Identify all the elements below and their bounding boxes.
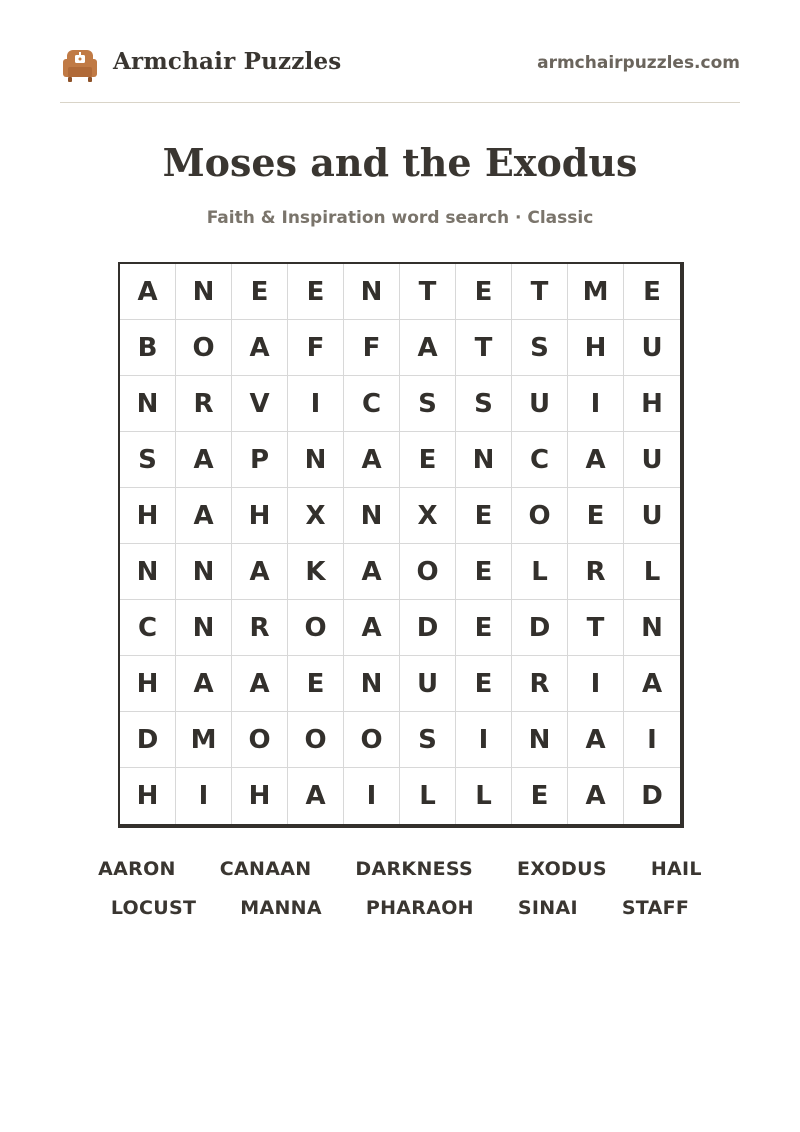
grid-cell[interactable]: O xyxy=(344,712,400,768)
grid-cell[interactable]: D xyxy=(641,781,663,811)
grid-cell[interactable]: A xyxy=(344,544,400,600)
grid-cell[interactable]: O xyxy=(288,712,344,768)
grid-cell[interactable]: E xyxy=(624,264,680,320)
grid-cell[interactable]: E xyxy=(456,264,512,320)
grid-cell[interactable]: O xyxy=(176,320,232,376)
grid-cell[interactable]: S xyxy=(456,376,512,432)
word-list-item: LOCUST xyxy=(110,897,197,919)
grid-cell[interactable]: N xyxy=(344,264,400,320)
grid-cell[interactable]: L xyxy=(512,544,568,600)
grid-cell[interactable]: A xyxy=(232,320,288,376)
grid-cell[interactable]: C xyxy=(344,376,400,432)
page-header xyxy=(60,44,740,88)
letter-grid xyxy=(120,264,680,824)
grid-cell[interactable]: A xyxy=(176,656,232,712)
grid-cell[interactable]: A xyxy=(288,768,344,824)
grid-cell[interactable]: N xyxy=(176,544,232,600)
grid-cell[interactable]: S xyxy=(400,376,456,432)
grid-cell[interactable]: S xyxy=(120,432,176,488)
grid-cell[interactable]: R xyxy=(568,544,624,600)
grid-cell[interactable]: F xyxy=(344,320,400,376)
word-list-item: STAFF xyxy=(621,897,690,919)
puzzle-title: Moses and the Exodus xyxy=(162,140,638,185)
grid-cell[interactable]: T xyxy=(400,264,456,320)
grid-cell[interactable]: E xyxy=(232,264,288,320)
word-search-grid xyxy=(118,262,684,828)
word-list-item: PHARAOH xyxy=(365,897,474,919)
grid-cell[interactable]: N xyxy=(176,264,232,320)
grid-cell[interactable]: C xyxy=(120,600,176,656)
grid-cell[interactable]: I xyxy=(288,376,344,432)
grid-cell[interactable]: N xyxy=(624,600,680,656)
grid-cell[interactable]: A xyxy=(344,600,400,656)
grid-cell[interactable]: R xyxy=(512,656,568,712)
grid-cell[interactable]: N xyxy=(120,376,176,432)
grid-cell[interactable]: N xyxy=(344,488,400,544)
grid-cell[interactable]: I xyxy=(568,376,624,432)
grid-cell[interactable]: E xyxy=(288,264,344,320)
grid-cell[interactable]: U xyxy=(624,432,680,488)
grid-cell[interactable]: I xyxy=(456,712,512,768)
brand-name: Armchair Puzzles xyxy=(113,48,342,75)
grid-cell[interactable]: V xyxy=(232,376,288,432)
grid-cell[interactable]: A xyxy=(400,320,456,376)
grid-cell[interactable]: R xyxy=(176,376,232,432)
grid-cell[interactable]: H xyxy=(120,768,176,824)
word-list-item: HAIL xyxy=(650,858,702,880)
word-list xyxy=(0,858,800,936)
grid-cell[interactable]: H xyxy=(232,488,288,544)
word-list-row xyxy=(0,858,800,880)
grid-cell[interactable]: N xyxy=(344,656,400,712)
grid-cell[interactable]: L xyxy=(624,544,680,600)
grid-cell[interactable]: P xyxy=(232,432,288,488)
grid-cell[interactable]: N xyxy=(288,432,344,488)
puzzle-subtitle: Faith & Inspiration word search · Classic xyxy=(206,208,594,228)
grid-cell[interactable]: I xyxy=(176,768,232,824)
grid-cell[interactable]: A xyxy=(176,488,232,544)
grid-cell[interactable]: T xyxy=(456,320,512,376)
grid-cell[interactable]: A xyxy=(176,432,232,488)
grid-cell[interactable]: N xyxy=(176,600,232,656)
word-list-item: DARKNESS xyxy=(355,858,474,880)
armchair-icon xyxy=(62,47,98,83)
grid-cell[interactable]: A xyxy=(568,712,624,768)
grid-cell[interactable]: O xyxy=(288,600,344,656)
grid-cell[interactable]: C xyxy=(512,432,568,488)
word-list-item: EXODUS xyxy=(517,858,607,880)
grid-cell[interactable]: E xyxy=(456,544,512,600)
grid-cell[interactable]: O xyxy=(512,488,568,544)
grid-cell[interactable]: X xyxy=(288,488,344,544)
grid-cell[interactable]: D xyxy=(120,712,176,768)
grid-cell[interactable]: I xyxy=(568,656,624,712)
word-list-item: CANAAN xyxy=(219,858,312,880)
grid-cell[interactable]: A xyxy=(120,264,176,320)
grid-cell[interactable]: X xyxy=(400,488,456,544)
grid-cell[interactable]: H xyxy=(624,376,680,432)
grid-cell[interactable]: S xyxy=(400,712,456,768)
grid-cell[interactable]: M xyxy=(568,264,624,320)
grid-cell[interactable]: E xyxy=(288,656,344,712)
word-list-item: MANNA xyxy=(240,897,322,919)
grid-cell[interactable]: E xyxy=(456,600,512,656)
grid-cell[interactable]: R xyxy=(232,600,288,656)
grid-cell[interactable]: S xyxy=(512,320,568,376)
grid-cell[interactable]: B xyxy=(120,320,176,376)
grid-cell[interactable]: H xyxy=(120,488,176,544)
grid-cell[interactable]: A xyxy=(624,656,680,712)
grid-cell[interactable]: O xyxy=(400,544,456,600)
grid-cell[interactable]: A xyxy=(232,544,288,600)
grid-cell[interactable]: E xyxy=(456,656,512,712)
word-list-item: SINAI xyxy=(517,897,578,919)
grid-cell[interactable]: E xyxy=(456,488,512,544)
grid-cell[interactable]: L xyxy=(456,768,512,824)
grid-cell[interactable]: A xyxy=(568,768,624,824)
grid-cell[interactable]: N xyxy=(512,712,568,768)
grid-cell[interactable]: E xyxy=(568,488,624,544)
grid-cell[interactable]: O xyxy=(232,712,288,768)
grid-cell[interactable]: T xyxy=(512,264,568,320)
grid-cell[interactable]: N xyxy=(456,432,512,488)
grid-cell[interactable]: A xyxy=(232,656,288,712)
grid-cell[interactable]: U xyxy=(624,488,680,544)
grid-cell[interactable]: N xyxy=(120,544,176,600)
grid-cell[interactable]: U xyxy=(512,376,568,432)
grid-cell[interactable]: H xyxy=(568,320,624,376)
grid-cell[interactable]: H xyxy=(232,768,288,824)
grid-cell[interactable]: D xyxy=(512,600,568,656)
grid-cell[interactable]: A xyxy=(344,432,400,488)
grid-cell[interactable]: E xyxy=(400,432,456,488)
grid-cell[interactable]: A xyxy=(568,432,624,488)
site-url[interactable]: armchairpuzzles.com xyxy=(537,53,740,73)
grid-cell[interactable]: I xyxy=(624,712,680,768)
grid-cell[interactable]: U xyxy=(624,320,680,376)
grid-cell[interactable]: I xyxy=(344,768,400,824)
grid-cell[interactable]: H xyxy=(120,656,176,712)
grid-cell[interactable]: E xyxy=(512,768,568,824)
word-list-item: AARON xyxy=(98,858,176,880)
grid-cell[interactable]: T xyxy=(568,600,624,656)
header-divider xyxy=(60,102,740,103)
grid-cell[interactable]: L xyxy=(400,768,456,824)
grid-cell[interactable]: D xyxy=(400,600,456,656)
grid-cell[interactable]: K xyxy=(288,544,344,600)
grid-cell[interactable]: F xyxy=(288,320,344,376)
grid-cell[interactable]: M xyxy=(176,712,232,768)
word-list-row xyxy=(0,897,800,919)
grid-cell[interactable]: U xyxy=(400,656,456,712)
